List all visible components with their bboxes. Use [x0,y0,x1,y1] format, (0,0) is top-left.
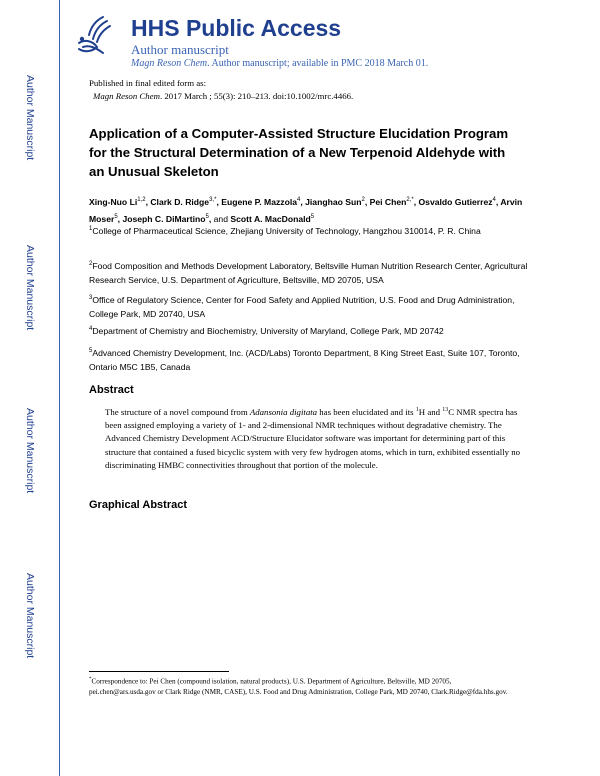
author-affil: 5 [205,214,209,221]
author: Arvin Moser [89,196,523,225]
affiliation-number: 3 [89,295,93,301]
author-affil: 5 [310,214,315,221]
affiliation [89,292,529,321]
footnote-divider [89,671,229,672]
abstract-body [105,404,525,472]
author-manuscript-label: Author manuscript [131,42,229,57]
affiliation-text: College of Pharmaceutical Science, Zhejiang University of Technology, Hangzhou 310014, P. R. China [92,225,481,236]
affiliation-number: 4 [89,326,93,332]
margin-label-2: Author Manuscript [24,245,36,331]
abstract-heading: Abstract [89,384,134,396]
affiliation-number: 2 [89,261,93,267]
affiliation-text: Advanced Chemistry Development, Inc. (ACD/Labs) Toronto Department, 8 King Street East, Suite 107, Toronto, Ontario M5C 1B5, Canada [89,347,520,372]
affiliation-number: 5 [89,348,93,354]
author-affil: 2 [361,197,365,203]
affiliation-text: Office of Regulatory Science, Center for Food Safety and Applied Nutrition, U.S. Food and Drug Administration, College Park, MD 20740, USA [89,294,515,319]
author: Joseph C. DiMartino [122,214,206,225]
affiliation-text: Food Composition and Methods Development Laboratory, Beltsville Human Nutrition Research Center, Agricultural Research Service, U.S. Department of Agriculture, Beltsville, MD 20705, USA [89,260,528,285]
species-name: Adansonia digitata [249,406,318,417]
affiliation [89,323,529,339]
hhs-eagle-logo-icon [73,13,113,57]
author: Jianghao Sun [305,196,362,207]
authors-and: and [213,214,228,225]
abstract-text: The structure of a novel compound from [105,406,250,417]
citation-details: . 2017 March ; 55(3): 210–213. doi:10.1002/mrc.4466. [159,90,354,101]
footnote-mark: * [89,677,92,682]
margin-label-3: Author Manuscript [24,408,36,494]
abstract-text: C NMR spectra has been assigned employing a variety of 1- and 2-dimensional NMR techniques without degradative chemistry. The Advanced Chemistry Development ACD/Structure Elucidator software was important for determining part of this structure that contained a fused bicyclic system with very few hydrogen atoms, which in turn, exhibited essentially no discriminating HMBC connectivities throughout that portion of the molecule. [105,406,521,470]
affiliation [89,223,529,239]
correspondence-footnote [89,675,519,697]
author-affil: 2,* [406,197,414,203]
author: Scott A. MacDonald [230,214,311,225]
author-affil: 5 [114,214,118,221]
abstract-text: has been elucidated and its [317,406,416,417]
availability-text: . Author manuscript; available in PMC 2018 March 01. [207,58,429,69]
affiliation-text: Department of Chemistry and Biochemistry, University of Maryland, College Park, MD 20742 [92,325,444,336]
availability-line [131,58,428,69]
hhs-public-access-title: HHS Public Access [131,15,342,41]
article-title: Application of a Computer-Assisted Structure Elucidation Program for the Structural Determination of a New Terpenoid Aldehyde with an Unusual Skeleton [89,126,509,179]
author: Clark D. Ridge [150,196,210,207]
publication-info [89,77,353,102]
citation-line [89,90,353,103]
margin-divider [59,0,60,776]
abstract-text: H and [418,406,443,417]
isotope-mass: 1 [415,407,419,413]
footnote-text: Correspondence to: Pei Chen (compound isolation, natural products), U.S. Department of Agriculture, Beltsville, MD 20705, pei.chen@ars.usda.gov or Clark Ridge (NMR, CASE), U.S. Food and Drug Administration, College Park, MD 20740, Clark.Ridge@fda.hhs.gov. [89,677,508,696]
author-list: Xing-Nuo Li$^{1,2}$, Clark D. Ridge$^{3,*}$, Eugene P. Mazzola$^4$, Jianghao Sun$^2$, Pei Chen$^{2,*}$, Osvaldo Gutierrez$^4$, Arvin Moser$^5$, Joseph C. DiMartino$^5$, and Scott A. MacDonald$^5$ [89,196,523,225]
margin-label-4: Author Manuscript [24,573,36,659]
author: Pei Chen [369,196,407,207]
author-affil: 4 [297,197,301,203]
affiliation [89,258,529,287]
citation-journal: Magn Reson Chem [93,90,160,101]
author-affil: 4 [492,197,496,203]
author: Eugene P. Mazzola [221,196,297,207]
author: Osvaldo Gutierrez [418,196,493,207]
author-affil: 3,* [209,197,217,203]
isotope-mass: 13 [442,407,449,413]
author-affil: 1,2 [137,197,146,203]
graphical-abstract-heading: Graphical Abstract [89,499,188,511]
author: Xing-Nuo Li [89,196,138,207]
margin-label-1: Author Manuscript [24,75,36,161]
published-line: Published in final edited form as: [89,78,207,88]
journal-name: Magn Reson Chem [131,58,208,69]
affiliation [89,345,529,374]
affiliation-number: 1 [89,226,93,232]
